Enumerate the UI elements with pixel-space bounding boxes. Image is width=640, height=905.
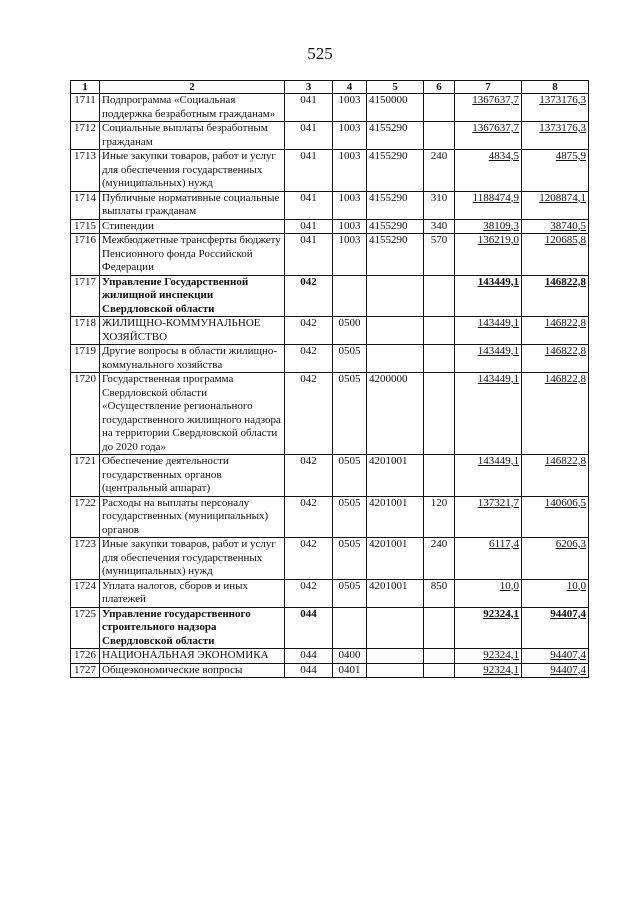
row-code-type bbox=[424, 649, 455, 664]
row-amount-year1-cell bbox=[455, 234, 522, 276]
row-code-target: 4200000 bbox=[367, 373, 424, 455]
row-code-admin: 041 bbox=[285, 94, 333, 122]
column-header: 6 bbox=[424, 81, 455, 94]
row-code-target: 4201001 bbox=[367, 538, 424, 580]
row-code-target: 4155290 bbox=[367, 150, 424, 192]
table-row bbox=[71, 219, 589, 234]
table-row bbox=[71, 373, 589, 455]
table-row bbox=[71, 455, 589, 497]
row-description: Управление государственного строительного надзора Свердловской области bbox=[100, 607, 285, 649]
table-row bbox=[71, 122, 589, 150]
row-amount-year2-cell bbox=[522, 191, 589, 219]
row-amount-year2: 146822,8 bbox=[544, 373, 586, 385]
row-code-target bbox=[367, 649, 424, 664]
row-description: Иные закупки товаров, работ и услуг для обеспечения государственных (муниципальных) нужд bbox=[100, 150, 285, 192]
row-number: 1727 bbox=[71, 663, 100, 678]
row-number: 1713 bbox=[71, 150, 100, 192]
table-row bbox=[71, 663, 589, 678]
row-code-admin: 041 bbox=[285, 122, 333, 150]
row-code-section: 1003 bbox=[333, 219, 367, 234]
row-amount-year1-cell bbox=[455, 191, 522, 219]
row-code-target: 4201001 bbox=[367, 579, 424, 607]
row-code-type bbox=[424, 373, 455, 455]
row-amount-year2: 1373176,3 bbox=[539, 122, 586, 134]
row-code-admin: 042 bbox=[285, 496, 333, 538]
row-code-section: 1003 bbox=[333, 234, 367, 276]
row-code-admin: 042 bbox=[285, 275, 333, 317]
row-amount-year2-cell bbox=[522, 275, 589, 317]
row-code-type: 240 bbox=[424, 150, 455, 192]
row-amount-year1-cell bbox=[455, 150, 522, 192]
row-amount-year2: 146822,8 bbox=[544, 317, 586, 329]
row-number: 1718 bbox=[71, 317, 100, 345]
row-code-target: 4155290 bbox=[367, 122, 424, 150]
table-header-row bbox=[71, 81, 589, 94]
row-amount-year2: 94407,4 bbox=[550, 607, 586, 620]
row-description: НАЦИОНАЛЬНАЯ ЭКОНОМИКА bbox=[100, 649, 285, 664]
row-code-target bbox=[367, 663, 424, 678]
row-code-target: 4201001 bbox=[367, 455, 424, 497]
row-amount-year1-cell bbox=[455, 455, 522, 497]
column-header: 7 bbox=[455, 81, 522, 94]
table-row bbox=[71, 317, 589, 345]
row-description: Уплата налогов, сборов и иных платежей bbox=[100, 579, 285, 607]
row-code-section: 0505 bbox=[333, 345, 367, 373]
row-amount-year2: 146822,8 bbox=[544, 455, 586, 467]
row-amount-year1-cell bbox=[455, 345, 522, 373]
row-amount-year2-cell bbox=[522, 219, 589, 234]
row-code-section: 1003 bbox=[333, 122, 367, 150]
row-amount-year1: 143449,1 bbox=[477, 345, 519, 357]
row-amount-year2-cell bbox=[522, 150, 589, 192]
row-code-type bbox=[424, 317, 455, 345]
table-row bbox=[71, 191, 589, 219]
row-amount-year1-cell bbox=[455, 94, 522, 122]
row-amount-year2: 146822,8 bbox=[544, 275, 586, 288]
row-code-section: 0401 bbox=[333, 663, 367, 678]
row-number: 1716 bbox=[71, 234, 100, 276]
table-row bbox=[71, 649, 589, 664]
row-description: Подпрограмма «Социальная поддержка безработным гражданам» bbox=[100, 94, 285, 122]
row-code-admin: 041 bbox=[285, 150, 333, 192]
row-number: 1723 bbox=[71, 538, 100, 580]
row-code-type bbox=[424, 607, 455, 649]
row-code-admin: 041 bbox=[285, 219, 333, 234]
row-amount-year2-cell bbox=[522, 373, 589, 455]
row-amount-year1-cell bbox=[455, 122, 522, 150]
row-code-section: 0505 bbox=[333, 538, 367, 580]
row-number: 1717 bbox=[71, 275, 100, 317]
row-amount-year2-cell bbox=[522, 579, 589, 607]
row-code-section: 0500 bbox=[333, 317, 367, 345]
row-amount-year2: 1208874,1 bbox=[539, 191, 586, 204]
row-code-admin: 044 bbox=[285, 649, 333, 664]
row-amount-year1-cell bbox=[455, 579, 522, 607]
row-amount-year2: 94407,4 bbox=[550, 663, 586, 676]
row-amount-year1-cell bbox=[455, 275, 522, 317]
row-code-target: 4155290 bbox=[367, 219, 424, 234]
row-amount-year1-cell bbox=[455, 496, 522, 538]
row-code-admin: 044 bbox=[285, 607, 333, 649]
row-amount-year2-cell bbox=[522, 122, 589, 150]
row-code-section: 0505 bbox=[333, 455, 367, 497]
column-header: 1 bbox=[71, 81, 100, 94]
table-body bbox=[71, 94, 589, 678]
row-code-type: 570 bbox=[424, 234, 455, 276]
row-amount-year2: 140606,5 bbox=[544, 496, 586, 509]
row-code-section: 0505 bbox=[333, 579, 367, 607]
row-amount-year2-cell bbox=[522, 234, 589, 276]
row-description: Межбюджетные трансферты бюджету Пенсионного фонда Российской Федерации bbox=[100, 234, 285, 276]
row-amount-year2-cell bbox=[522, 607, 589, 649]
row-amount-year2-cell bbox=[522, 649, 589, 664]
row-code-type bbox=[424, 275, 455, 317]
row-code-admin: 041 bbox=[285, 234, 333, 276]
row-amount-year2: 10,0 bbox=[566, 579, 586, 592]
row-description: Управление Государственной жилищной инспекции Свердловской области bbox=[100, 275, 285, 317]
row-code-admin: 042 bbox=[285, 455, 333, 497]
row-code-type: 240 bbox=[424, 538, 455, 580]
row-description: Стипендии bbox=[100, 219, 285, 234]
row-amount-year2: 120685,8 bbox=[544, 234, 586, 246]
row-code-section: 0400 bbox=[333, 649, 367, 664]
row-code-admin: 041 bbox=[285, 191, 333, 219]
row-number: 1711 bbox=[71, 94, 100, 122]
row-description: Иные закупки товаров, работ и услуг для обеспечения государственных (муниципальных) нужд bbox=[100, 538, 285, 580]
table-row bbox=[71, 579, 589, 607]
row-number: 1721 bbox=[71, 455, 100, 497]
row-code-type: 120 bbox=[424, 496, 455, 538]
row-number: 1720 bbox=[71, 373, 100, 455]
row-code-type bbox=[424, 663, 455, 678]
table-row bbox=[71, 150, 589, 192]
row-description: Общеэкономические вопросы bbox=[100, 663, 285, 678]
row-description: Расходы на выплаты персоналу государственных (муниципальных) органов bbox=[100, 496, 285, 538]
row-description: Государственная программа Свердловской области «Осуществление регионального государственного жилищного надзора на территории Свердловской области до 2020 года» bbox=[100, 373, 285, 455]
row-code-section: 1003 bbox=[333, 94, 367, 122]
table-row bbox=[71, 94, 589, 122]
table-row bbox=[71, 234, 589, 276]
row-amount-year1-cell bbox=[455, 649, 522, 664]
row-number: 1722 bbox=[71, 496, 100, 538]
row-amount-year2-cell bbox=[522, 538, 589, 580]
row-number: 1715 bbox=[71, 219, 100, 234]
row-amount-year2-cell bbox=[522, 455, 589, 497]
row-code-target: 4155290 bbox=[367, 191, 424, 219]
row-amount-year2-cell bbox=[522, 663, 589, 678]
row-description: ЖИЛИЩНО-КОММУНАЛЬНОЕ ХОЗЯЙСТВО bbox=[100, 317, 285, 345]
page-number: 525 bbox=[307, 44, 333, 63]
row-amount-year2: 94407,4 bbox=[550, 649, 586, 661]
row-amount-year1-cell bbox=[455, 663, 522, 678]
row-code-section bbox=[333, 275, 367, 317]
row-amount-year1: 92324,1 bbox=[483, 649, 519, 661]
row-code-admin: 042 bbox=[285, 579, 333, 607]
table-row bbox=[71, 496, 589, 538]
row-amount-year1: 136219,0 bbox=[477, 234, 519, 246]
row-amount-year1-cell bbox=[455, 317, 522, 345]
row-code-section: 1003 bbox=[333, 191, 367, 219]
row-code-target: 4155290 bbox=[367, 234, 424, 276]
row-code-type bbox=[424, 345, 455, 373]
row-number: 1724 bbox=[71, 579, 100, 607]
row-amount-year1: 143449,1 bbox=[477, 275, 519, 288]
row-amount-year1: 137321,7 bbox=[477, 496, 519, 509]
row-amount-year1: 1367637,7 bbox=[472, 122, 519, 134]
row-code-target bbox=[367, 275, 424, 317]
row-amount-year2: 146822,8 bbox=[544, 345, 586, 357]
row-code-target: 4150000 bbox=[367, 94, 424, 122]
row-code-type bbox=[424, 94, 455, 122]
row-amount-year1: 4834,5 bbox=[488, 150, 519, 162]
column-header: 8 bbox=[522, 81, 589, 94]
row-amount-year1: 92324,1 bbox=[483, 607, 519, 620]
row-code-target: 4201001 bbox=[367, 496, 424, 538]
column-header: 4 bbox=[333, 81, 367, 94]
row-amount-year2: 38740,5 bbox=[550, 219, 586, 232]
row-number: 1719 bbox=[71, 345, 100, 373]
row-number: 1714 bbox=[71, 191, 100, 219]
row-code-target bbox=[367, 317, 424, 345]
column-header: 3 bbox=[285, 81, 333, 94]
row-code-admin: 042 bbox=[285, 373, 333, 455]
row-amount-year1: 143449,1 bbox=[477, 455, 519, 467]
table-row bbox=[71, 345, 589, 373]
column-header: 5 bbox=[367, 81, 424, 94]
row-amount-year1-cell bbox=[455, 607, 522, 649]
row-amount-year1-cell bbox=[455, 538, 522, 580]
row-code-type: 310 bbox=[424, 191, 455, 219]
row-amount-year2: 1373176,3 bbox=[539, 94, 586, 106]
row-amount-year1: 92324,1 bbox=[483, 663, 519, 676]
budget-table bbox=[70, 80, 589, 678]
row-amount-year2: 6206,3 bbox=[555, 538, 586, 550]
row-description: Социальные выплаты безработным гражданам bbox=[100, 122, 285, 150]
row-description: Публичные нормативные социальные выплаты гражданам bbox=[100, 191, 285, 219]
column-header: 2 bbox=[100, 81, 285, 94]
row-code-section: 0505 bbox=[333, 373, 367, 455]
row-number: 1726 bbox=[71, 649, 100, 664]
row-amount-year2-cell bbox=[522, 94, 589, 122]
table-row bbox=[71, 607, 589, 649]
row-number: 1725 bbox=[71, 607, 100, 649]
row-amount-year2-cell bbox=[522, 317, 589, 345]
row-amount-year1: 1188474,9 bbox=[472, 191, 519, 204]
row-code-type bbox=[424, 122, 455, 150]
row-amount-year1: 143449,1 bbox=[477, 317, 519, 329]
row-code-admin: 042 bbox=[285, 317, 333, 345]
row-amount-year1: 143449,1 bbox=[477, 373, 519, 385]
row-code-admin: 044 bbox=[285, 663, 333, 678]
row-amount-year1: 6117,4 bbox=[489, 538, 519, 550]
row-code-section bbox=[333, 607, 367, 649]
row-amount-year1: 1367637,7 bbox=[472, 94, 519, 106]
row-code-target bbox=[367, 607, 424, 649]
table-row bbox=[71, 275, 589, 317]
row-description: Другие вопросы в области жилищно-коммунального хозяйства bbox=[100, 345, 285, 373]
row-code-section: 0505 bbox=[333, 496, 367, 538]
row-description: Обеспечение деятельности государственных органов (центральный аппарат) bbox=[100, 455, 285, 497]
row-number: 1712 bbox=[71, 122, 100, 150]
row-code-type: 850 bbox=[424, 579, 455, 607]
row-amount-year1-cell bbox=[455, 373, 522, 455]
row-code-type bbox=[424, 455, 455, 497]
row-amount-year1-cell bbox=[455, 219, 522, 234]
row-code-section: 1003 bbox=[333, 150, 367, 192]
row-code-target bbox=[367, 345, 424, 373]
row-amount-year2-cell bbox=[522, 345, 589, 373]
row-amount-year2-cell bbox=[522, 496, 589, 538]
row-code-admin: 042 bbox=[285, 538, 333, 580]
table-row bbox=[71, 538, 589, 580]
row-amount-year1: 38109,3 bbox=[483, 219, 519, 232]
row-code-admin: 042 bbox=[285, 345, 333, 373]
row-amount-year2: 4875,9 bbox=[555, 150, 586, 162]
row-amount-year1: 10,0 bbox=[499, 579, 519, 592]
row-code-type: 340 bbox=[424, 219, 455, 234]
